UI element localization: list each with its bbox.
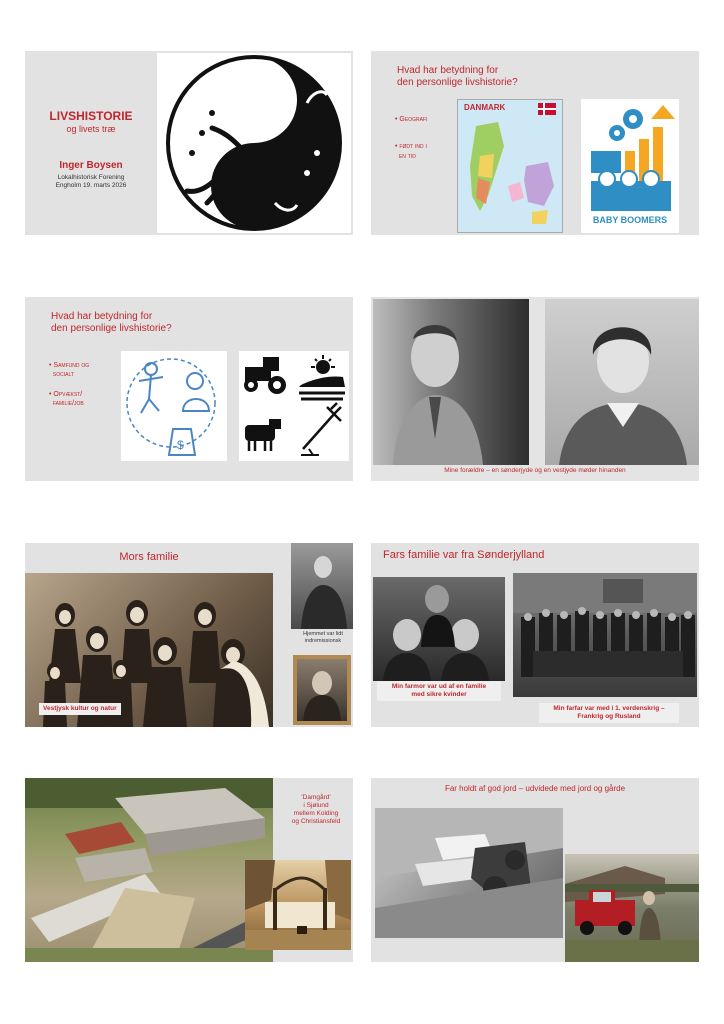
- grandmother-portrait-photo: [373, 577, 505, 681]
- slide-heading-line2: den personlige livshistorie?: [51, 323, 172, 334]
- grandfather-photo: [291, 543, 353, 629]
- slide-society: [25, 297, 353, 481]
- mother-silhouette-icon: [545, 299, 699, 465]
- presentation-title: LIVSHISTORIE: [49, 109, 133, 123]
- baby-boomers-label: BABY BOOMERS: [592, 215, 668, 225]
- baby-boomers-image: [581, 99, 679, 233]
- bullet-geography: • Geografi: [395, 116, 428, 123]
- man-with-truck-photo: [565, 854, 699, 962]
- bullet-upbringing: • Opvækst/ familie/job: [49, 390, 84, 408]
- family-money-image: [121, 351, 227, 461]
- denmark-map-image: [457, 99, 563, 233]
- mother-portrait-photo: [545, 299, 699, 465]
- tractor-icon: [239, 351, 349, 461]
- damgaard-caption: 'Damgård' i Sjølund mellem Kolding og Christiansfeld: [283, 792, 349, 829]
- parents-caption: Mine forældre – en sønderjyde og en vestjyde møder hinanden: [371, 465, 699, 477]
- map-shapes-icon: [458, 116, 564, 234]
- presentation-subtitle: og livets træ: [66, 124, 116, 134]
- slide-mothers-family: [25, 543, 353, 727]
- slide-heading-line1: Hvad har betydning for: [397, 65, 499, 76]
- slide-damgaard: [25, 778, 353, 962]
- bullet-society: • Samfund og socialt: [49, 362, 90, 379]
- aerial-farm-icon: [375, 808, 563, 938]
- slide-heading: Far holdt af god jord – udvidede med jord og gårde: [444, 784, 626, 793]
- author-name: Inger Boysen: [59, 160, 123, 171]
- slide-heading: Mors familie: [119, 551, 179, 563]
- farm-entrance-photo: [245, 860, 351, 950]
- slide-geography: [371, 51, 699, 235]
- slide-heading: Fars familie var fra Sønderjylland: [383, 549, 545, 561]
- soldiers-caption: Min farfar var med i 1. verdenskrig – Frankrig og Rusland: [539, 703, 679, 723]
- grandfather-caption: Hjemmet var lidt indremissionsk: [295, 629, 351, 647]
- slide-heading-line2: den personlige livshistorie?: [397, 77, 518, 88]
- father-portrait-photo: [373, 299, 529, 465]
- family-money-icon: [121, 351, 227, 461]
- red-truck-icon: [565, 854, 699, 962]
- tree-of-life-image: [157, 53, 351, 233]
- farming-icons: [239, 351, 349, 461]
- slide-fathers-family: [371, 543, 699, 727]
- family-caption: Vestjysk kultur og natur: [39, 703, 121, 715]
- slide-good-land: [371, 778, 699, 962]
- presentation-date: Engholm 19. marts 2026: [55, 182, 127, 189]
- slide-title: [25, 51, 353, 235]
- aerial-farm-bw-photo: [375, 808, 563, 938]
- man-silhouette-icon: [291, 543, 353, 629]
- danish-flag-icon: [538, 103, 556, 115]
- author-org: Lokalhistorisk Forening: [57, 174, 125, 181]
- woman-silhouette-icon: [297, 659, 347, 721]
- map-title: DANMARK: [464, 103, 506, 112]
- boomers-graphic-icon: [581, 99, 679, 211]
- father-silhouette-icon: [373, 299, 529, 465]
- grandparents-silhouette-icon: [373, 577, 505, 681]
- farm-aerial-photo: [25, 778, 273, 962]
- svg-text:$: $: [177, 438, 184, 452]
- bullet-born-into-time: • født ind i en tid: [395, 143, 427, 160]
- farm-buildings-icon: [25, 778, 273, 962]
- grandmother-caption: Min farmor var ud af en familie med sikre kvinder: [377, 681, 501, 701]
- yin-yang-tree-icon: [157, 53, 351, 233]
- soldiers-silhouette-icon: [513, 573, 697, 697]
- soldiers-group-photo: [513, 573, 697, 697]
- slide-parents: [371, 297, 699, 481]
- slide-heading-line1: Hvad har betydning for: [51, 311, 153, 322]
- farm-gate-icon: [245, 860, 351, 950]
- grandmother-framed-photo: [293, 655, 351, 725]
